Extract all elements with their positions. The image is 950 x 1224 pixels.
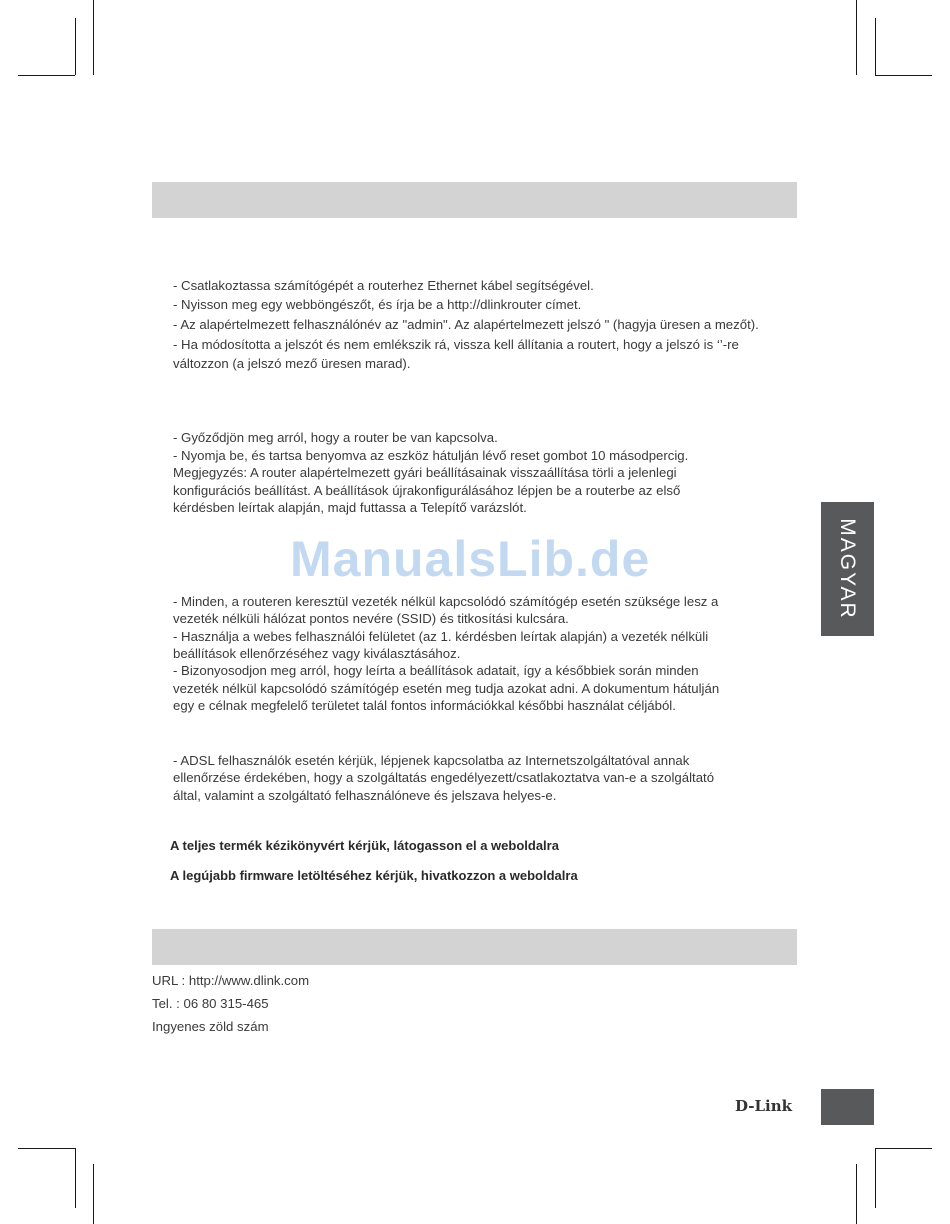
manual-link-text: A teljes termék kézikönyvért kérjük, látogasson el a weboldalra (170, 838, 559, 853)
text-line: vezeték nélküli hálózat pontos nevére (SSID) és titkosítási kulcsára. (173, 611, 569, 626)
language-tab (821, 502, 874, 636)
crop-mark (875, 1148, 932, 1149)
text-line: - Használja a webes felhasználói felületet (az 1. kérdésben leírtak alapján) a vezeték nélküli (173, 629, 709, 644)
text-line: egy e célnak megfelelő területet talál fontos információkkal későbbi használat céljából. (173, 698, 676, 713)
crop-mark (93, 1164, 94, 1224)
crop-mark (18, 75, 75, 76)
text-line: - Minden, a routeren keresztül vezeték nélkül kapcsolódó számítógép esetén szüksége lesz a (173, 594, 719, 609)
text-line: - Győződjön meg arról, hogy a router be van kapcsolva. (173, 430, 498, 445)
crop-mark (93, 0, 94, 75)
contact-header-bar (152, 929, 797, 965)
crop-mark (875, 75, 932, 76)
text-line: - ADSL felhasználók esetén kérjük, lépjenek kapcsolatba az Internetszolgáltatóval annak (173, 753, 690, 768)
text-line: beállítások ellenőrzéséhez vagy kiválasztásához. (173, 646, 461, 661)
text-line: Megjegyzés: A router alapértelmezett gyári beállításainak visszaállítása törli a jelenlegi (173, 465, 677, 480)
crop-mark (875, 18, 876, 75)
text-line: - Nyomja be, és tartsa benyomva az eszköz hátulján lévő reset gombot 10 másodpercig. (173, 448, 689, 463)
text-line: - Bizonyosodjon meg arról, hogy leírta a beállítások adatait, így a későbbiek során minden (173, 663, 699, 678)
watermark: ManualsLib.de (290, 531, 651, 587)
page-number-box (821, 1089, 874, 1125)
text-line: kérdésben leírtak alapján, majd futtassa a Telepítő varázslót. (173, 500, 527, 515)
firmware-link-text: A legújabb firmware letöltéséhez kérjük, hivatkozzon a weboldalra (170, 868, 578, 883)
contact-url: URL : http://www.dlink.com (152, 973, 310, 988)
text-line: vezeték nélkül kapcsolódó számítógép esetén meg tudja azokat adni. A dokumentum hátulján (173, 681, 720, 696)
crop-mark (856, 1164, 857, 1224)
text-line: - Csatlakoztassa számítógépét a routerhez Ethernet kábel segítségével. (173, 278, 594, 293)
section-header-bar (152, 182, 797, 218)
crop-mark (75, 1148, 76, 1208)
contact-phone: Tel. : 06 80 315-465 (152, 996, 269, 1011)
crop-mark (875, 1148, 876, 1208)
text-line: ellenőrzése érdekében, hogy a szolgáltatás engedélyezett/csatlakoztatva van-e a szolgáltató (173, 770, 715, 785)
text-line: - Az alapértelmezett felhasználónév az "admin". Az alapértelmezett jelszó " (hagyja üresen a mezőt). (173, 317, 759, 332)
dlink-logo: D-Link (735, 1097, 793, 1115)
contact-free-number: Ingyenes zöld szám (152, 1019, 269, 1034)
text-line: - Ha módosította a jelszót és nem emlékszik rá, vissza kell állítania a routert, hogy a jelszó is ‘’-re (173, 337, 739, 352)
crop-mark (856, 0, 857, 75)
text-line: változzon (a jelszó mező üresen marad). (173, 356, 411, 371)
text-line: - Nyisson meg egy webböngészőt, és írja be a http://dlinkrouter címet. (173, 297, 582, 312)
text-line: által, valamint a szolgáltató felhasználóneve és jelszava helyes-e. (173, 788, 557, 803)
crop-mark (18, 1148, 75, 1149)
crop-mark (75, 18, 76, 75)
language-label: MAGYAR (836, 518, 859, 620)
text-line: konfigurációs beállítást. A beállítások újrakonfigurálásához lépjen be a routerbe az első (173, 483, 681, 498)
